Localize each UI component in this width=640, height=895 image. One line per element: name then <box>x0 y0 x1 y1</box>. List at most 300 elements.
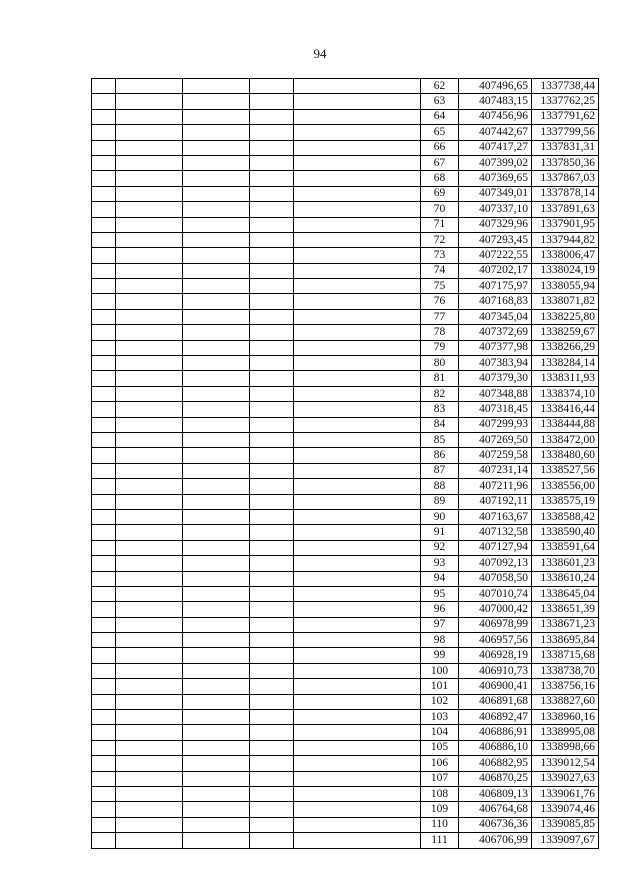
y-coordinate-cell: 1338472,00 <box>532 432 599 447</box>
empty-cell <box>250 79 294 94</box>
y-coordinate-cell: 1338266,29 <box>532 340 599 355</box>
y-coordinate-cell: 1338416,44 <box>532 402 599 417</box>
empty-cell <box>250 186 294 201</box>
empty-cell <box>92 202 116 217</box>
empty-cell <box>250 602 294 617</box>
y-coordinate-cell: 1337878,14 <box>532 186 599 201</box>
empty-cell <box>116 525 183 540</box>
y-coordinate-cell: 1338756,16 <box>532 679 599 694</box>
empty-cell <box>116 356 183 371</box>
table-row <box>92 263 599 278</box>
x-coordinate-cell: 407337,10 <box>459 202 532 217</box>
x-coordinate-cell: 406870,25 <box>459 771 532 786</box>
empty-cell <box>116 602 183 617</box>
empty-cell <box>294 494 421 509</box>
x-coordinate-cell: 407168,83 <box>459 294 532 309</box>
point-number-cell: 70 <box>421 202 459 217</box>
empty-cell <box>183 186 250 201</box>
empty-cell <box>183 356 250 371</box>
empty-cell <box>294 340 421 355</box>
point-number-cell: 78 <box>421 325 459 340</box>
empty-cell <box>92 540 116 555</box>
empty-cell <box>250 140 294 155</box>
table-row <box>92 756 599 771</box>
empty-cell <box>294 586 421 601</box>
empty-cell <box>250 786 294 801</box>
empty-cell <box>183 663 250 678</box>
empty-cell <box>294 817 421 832</box>
table-row <box>92 232 599 247</box>
empty-cell <box>116 509 183 524</box>
empty-cell <box>294 617 421 632</box>
table-row <box>92 186 599 201</box>
point-number-cell: 89 <box>421 494 459 509</box>
table-row <box>92 586 599 601</box>
empty-cell <box>183 725 250 740</box>
y-coordinate-cell: 1337891,63 <box>532 202 599 217</box>
empty-cell <box>183 340 250 355</box>
empty-cell <box>183 710 250 725</box>
x-coordinate-cell: 407202,17 <box>459 263 532 278</box>
empty-cell <box>183 248 250 263</box>
empty-cell <box>116 202 183 217</box>
empty-cell <box>250 633 294 648</box>
empty-cell <box>92 679 116 694</box>
empty-cell <box>250 94 294 109</box>
empty-cell <box>183 263 250 278</box>
x-coordinate-cell: 406886,91 <box>459 725 532 740</box>
empty-cell <box>116 710 183 725</box>
empty-cell <box>116 679 183 694</box>
empty-cell <box>116 463 183 478</box>
table-row <box>92 217 599 232</box>
empty-cell <box>92 125 116 140</box>
empty-cell <box>183 125 250 140</box>
empty-cell <box>250 756 294 771</box>
empty-cell <box>250 417 294 432</box>
empty-cell <box>294 540 421 555</box>
empty-cell <box>116 79 183 94</box>
empty-cell <box>116 833 183 848</box>
empty-cell <box>250 802 294 817</box>
empty-cell <box>250 509 294 524</box>
empty-cell <box>250 356 294 371</box>
empty-cell <box>250 648 294 663</box>
point-number-cell: 96 <box>421 602 459 617</box>
empty-cell <box>294 371 421 386</box>
y-coordinate-cell: 1338827,60 <box>532 694 599 709</box>
empty-cell <box>183 833 250 848</box>
point-number-cell: 109 <box>421 802 459 817</box>
empty-cell <box>250 202 294 217</box>
x-coordinate-cell: 407442,67 <box>459 125 532 140</box>
table-row <box>92 771 599 786</box>
empty-cell <box>294 217 421 232</box>
x-coordinate-cell: 407127,94 <box>459 540 532 555</box>
table-row <box>92 633 599 648</box>
empty-cell <box>294 309 421 324</box>
empty-cell <box>92 417 116 432</box>
empty-cell <box>92 294 116 309</box>
y-coordinate-cell: 1337944,82 <box>532 232 599 247</box>
table-row <box>92 617 599 632</box>
empty-cell <box>183 786 250 801</box>
table-row <box>92 171 599 186</box>
empty-cell <box>183 294 250 309</box>
point-number-cell: 100 <box>421 663 459 678</box>
point-number-cell: 76 <box>421 294 459 309</box>
y-coordinate-cell: 1338715,68 <box>532 648 599 663</box>
empty-cell <box>294 94 421 109</box>
x-coordinate-cell: 406978,99 <box>459 617 532 632</box>
empty-cell <box>92 802 116 817</box>
y-coordinate-cell: 1338311,93 <box>532 371 599 386</box>
empty-cell <box>183 371 250 386</box>
empty-cell <box>250 494 294 509</box>
x-coordinate-cell: 407163,67 <box>459 509 532 524</box>
empty-cell <box>116 279 183 294</box>
empty-cell <box>183 556 250 571</box>
empty-cell <box>250 679 294 694</box>
x-coordinate-cell: 406957,56 <box>459 633 532 648</box>
empty-cell <box>183 155 250 170</box>
table-row <box>92 432 599 447</box>
empty-cell <box>92 402 116 417</box>
point-number-cell: 94 <box>421 571 459 586</box>
table-row <box>92 817 599 832</box>
point-number-cell: 79 <box>421 340 459 355</box>
y-coordinate-cell: 1339027,63 <box>532 771 599 786</box>
empty-cell <box>294 448 421 463</box>
empty-cell <box>92 140 116 155</box>
point-number-cell: 73 <box>421 248 459 263</box>
table-row <box>92 663 599 678</box>
empty-cell <box>294 402 421 417</box>
empty-cell <box>116 771 183 786</box>
empty-cell <box>250 155 294 170</box>
point-number-cell: 69 <box>421 186 459 201</box>
point-number-cell: 74 <box>421 263 459 278</box>
empty-cell <box>250 710 294 725</box>
empty-cell <box>183 617 250 632</box>
empty-cell <box>183 648 250 663</box>
table-row <box>92 417 599 432</box>
empty-cell <box>294 556 421 571</box>
empty-cell <box>92 617 116 632</box>
point-number-cell: 67 <box>421 155 459 170</box>
point-number-cell: 66 <box>421 140 459 155</box>
empty-cell <box>250 217 294 232</box>
y-coordinate-cell: 1337831,31 <box>532 140 599 155</box>
empty-cell <box>250 771 294 786</box>
empty-cell <box>294 356 421 371</box>
empty-cell <box>116 325 183 340</box>
table-row <box>92 79 599 94</box>
table-row <box>92 155 599 170</box>
y-coordinate-cell: 1339061,76 <box>532 786 599 801</box>
y-coordinate-cell: 1338591,64 <box>532 540 599 555</box>
x-coordinate-cell: 407132,58 <box>459 525 532 540</box>
empty-cell <box>183 633 250 648</box>
empty-cell <box>294 109 421 124</box>
empty-cell <box>116 232 183 247</box>
empty-cell <box>250 586 294 601</box>
empty-cell <box>294 802 421 817</box>
empty-cell <box>116 125 183 140</box>
x-coordinate-cell: 406892,47 <box>459 710 532 725</box>
table-row <box>92 202 599 217</box>
empty-cell <box>250 279 294 294</box>
x-coordinate-cell: 407369,65 <box>459 171 532 186</box>
empty-cell <box>183 817 250 832</box>
x-coordinate-cell: 406809,13 <box>459 786 532 801</box>
empty-cell <box>92 602 116 617</box>
empty-cell <box>116 817 183 832</box>
empty-cell <box>116 109 183 124</box>
point-number-cell: 64 <box>421 109 459 124</box>
table-row <box>92 140 599 155</box>
point-number-cell: 90 <box>421 509 459 524</box>
empty-cell <box>92 786 116 801</box>
table-row <box>92 679 599 694</box>
empty-cell <box>116 94 183 109</box>
empty-cell <box>294 756 421 771</box>
x-coordinate-cell: 407329,96 <box>459 217 532 232</box>
empty-cell <box>250 833 294 848</box>
empty-cell <box>250 540 294 555</box>
empty-cell <box>250 402 294 417</box>
point-number-cell: 106 <box>421 756 459 771</box>
table-row <box>92 325 599 340</box>
y-coordinate-cell: 1337867,03 <box>532 171 599 186</box>
empty-cell <box>250 386 294 401</box>
x-coordinate-cell: 407269,50 <box>459 432 532 447</box>
empty-cell <box>116 340 183 355</box>
empty-cell <box>116 756 183 771</box>
point-number-cell: 62 <box>421 79 459 94</box>
empty-cell <box>250 479 294 494</box>
empty-cell <box>250 694 294 709</box>
point-number-cell: 99 <box>421 648 459 663</box>
x-coordinate-cell: 407349,01 <box>459 186 532 201</box>
empty-cell <box>92 725 116 740</box>
empty-cell <box>116 155 183 170</box>
y-coordinate-cell: 1338651,39 <box>532 602 599 617</box>
empty-cell <box>294 571 421 586</box>
empty-cell <box>294 663 421 678</box>
x-coordinate-cell: 407192,11 <box>459 494 532 509</box>
empty-cell <box>92 186 116 201</box>
empty-cell <box>294 325 421 340</box>
point-number-cell: 97 <box>421 617 459 632</box>
empty-cell <box>92 155 116 170</box>
empty-cell <box>294 386 421 401</box>
point-number-cell: 107 <box>421 771 459 786</box>
empty-cell <box>294 648 421 663</box>
x-coordinate-cell: 407211,96 <box>459 479 532 494</box>
empty-cell <box>92 740 116 755</box>
empty-cell <box>183 509 250 524</box>
table-row <box>92 125 599 140</box>
empty-cell <box>116 479 183 494</box>
empty-cell <box>294 694 421 709</box>
empty-cell <box>250 740 294 755</box>
empty-cell <box>250 556 294 571</box>
empty-cell <box>183 279 250 294</box>
point-number-cell: 83 <box>421 402 459 417</box>
empty-cell <box>183 232 250 247</box>
empty-cell <box>294 79 421 94</box>
point-number-cell: 71 <box>421 217 459 232</box>
empty-cell <box>183 94 250 109</box>
y-coordinate-cell: 1338610,24 <box>532 571 599 586</box>
y-coordinate-cell: 1338259,67 <box>532 325 599 340</box>
point-number-cell: 110 <box>421 817 459 832</box>
empty-cell <box>183 540 250 555</box>
y-coordinate-cell: 1338998,66 <box>532 740 599 755</box>
y-coordinate-cell: 1338738,70 <box>532 663 599 678</box>
empty-cell <box>92 833 116 848</box>
empty-cell <box>116 802 183 817</box>
empty-cell <box>92 648 116 663</box>
empty-cell <box>250 432 294 447</box>
empty-cell <box>294 771 421 786</box>
x-coordinate-cell: 407483,15 <box>459 94 532 109</box>
empty-cell <box>116 432 183 447</box>
empty-cell <box>116 556 183 571</box>
y-coordinate-cell: 1338995,08 <box>532 725 599 740</box>
y-coordinate-cell: 1338601,23 <box>532 556 599 571</box>
y-coordinate-cell: 1339074,46 <box>532 802 599 817</box>
empty-cell <box>294 463 421 478</box>
table-row <box>92 463 599 478</box>
empty-cell <box>92 494 116 509</box>
empty-cell <box>92 663 116 678</box>
empty-cell <box>116 140 183 155</box>
y-coordinate-cell: 1338590,40 <box>532 525 599 540</box>
table-row <box>92 494 599 509</box>
point-number-cell: 84 <box>421 417 459 432</box>
table-row <box>92 356 599 371</box>
table-row <box>92 94 599 109</box>
empty-cell <box>250 309 294 324</box>
empty-cell <box>183 756 250 771</box>
table-row <box>92 479 599 494</box>
x-coordinate-cell: 407377,98 <box>459 340 532 355</box>
x-coordinate-cell: 407010,74 <box>459 586 532 601</box>
empty-cell <box>116 217 183 232</box>
empty-cell <box>116 740 183 755</box>
y-coordinate-cell: 1338695,84 <box>532 633 599 648</box>
table-row <box>92 509 599 524</box>
empty-cell <box>250 232 294 247</box>
empty-cell <box>294 679 421 694</box>
x-coordinate-cell: 407372,69 <box>459 325 532 340</box>
empty-cell <box>92 556 116 571</box>
empty-cell <box>92 356 116 371</box>
empty-cell <box>250 525 294 540</box>
empty-cell <box>183 602 250 617</box>
empty-cell <box>116 694 183 709</box>
point-number-cell: 75 <box>421 279 459 294</box>
empty-cell <box>116 633 183 648</box>
empty-cell <box>294 417 421 432</box>
empty-cell <box>250 325 294 340</box>
table-row <box>92 833 599 848</box>
empty-cell <box>116 663 183 678</box>
empty-cell <box>116 186 183 201</box>
x-coordinate-cell: 407299,93 <box>459 417 532 432</box>
empty-cell <box>183 679 250 694</box>
x-coordinate-cell: 406736,36 <box>459 817 532 832</box>
point-number-cell: 87 <box>421 463 459 478</box>
point-number-cell: 65 <box>421 125 459 140</box>
table-row <box>92 694 599 709</box>
point-number-cell: 104 <box>421 725 459 740</box>
empty-cell <box>92 525 116 540</box>
empty-cell <box>294 140 421 155</box>
table-row <box>92 386 599 401</box>
empty-cell <box>183 694 250 709</box>
table-row <box>92 402 599 417</box>
x-coordinate-cell: 407175,97 <box>459 279 532 294</box>
x-coordinate-cell: 407379,30 <box>459 371 532 386</box>
point-number-cell: 63 <box>421 94 459 109</box>
empty-cell <box>183 571 250 586</box>
empty-cell <box>183 171 250 186</box>
point-number-cell: 92 <box>421 540 459 555</box>
empty-cell <box>294 155 421 170</box>
point-number-cell: 77 <box>421 309 459 324</box>
point-number-cell: 82 <box>421 386 459 401</box>
point-number-cell: 91 <box>421 525 459 540</box>
table-row <box>92 571 599 586</box>
x-coordinate-cell: 407318,45 <box>459 402 532 417</box>
empty-cell <box>92 171 116 186</box>
table-row <box>92 309 599 324</box>
table-row <box>92 248 599 263</box>
y-coordinate-cell: 1337738,44 <box>532 79 599 94</box>
empty-cell <box>250 617 294 632</box>
empty-cell <box>92 217 116 232</box>
point-number-cell: 105 <box>421 740 459 755</box>
table-row <box>92 648 599 663</box>
point-number-cell: 93 <box>421 556 459 571</box>
empty-cell <box>92 263 116 278</box>
empty-cell <box>92 586 116 601</box>
table-row <box>92 710 599 725</box>
empty-cell <box>183 802 250 817</box>
table-row <box>92 340 599 355</box>
empty-cell <box>183 217 250 232</box>
x-coordinate-cell: 407293,45 <box>459 232 532 247</box>
y-coordinate-cell: 1338556,00 <box>532 479 599 494</box>
table-body <box>92 79 599 849</box>
x-coordinate-cell: 406706,99 <box>459 833 532 848</box>
x-coordinate-cell: 407259,58 <box>459 448 532 463</box>
x-coordinate-cell: 406886,10 <box>459 740 532 755</box>
empty-cell <box>92 325 116 340</box>
empty-cell <box>116 386 183 401</box>
point-number-cell: 111 <box>421 833 459 848</box>
empty-cell <box>294 263 421 278</box>
y-coordinate-cell: 1338645,04 <box>532 586 599 601</box>
empty-cell <box>294 525 421 540</box>
empty-cell <box>294 202 421 217</box>
x-coordinate-cell: 407496,65 <box>459 79 532 94</box>
empty-cell <box>294 432 421 447</box>
y-coordinate-cell: 1339085,85 <box>532 817 599 832</box>
